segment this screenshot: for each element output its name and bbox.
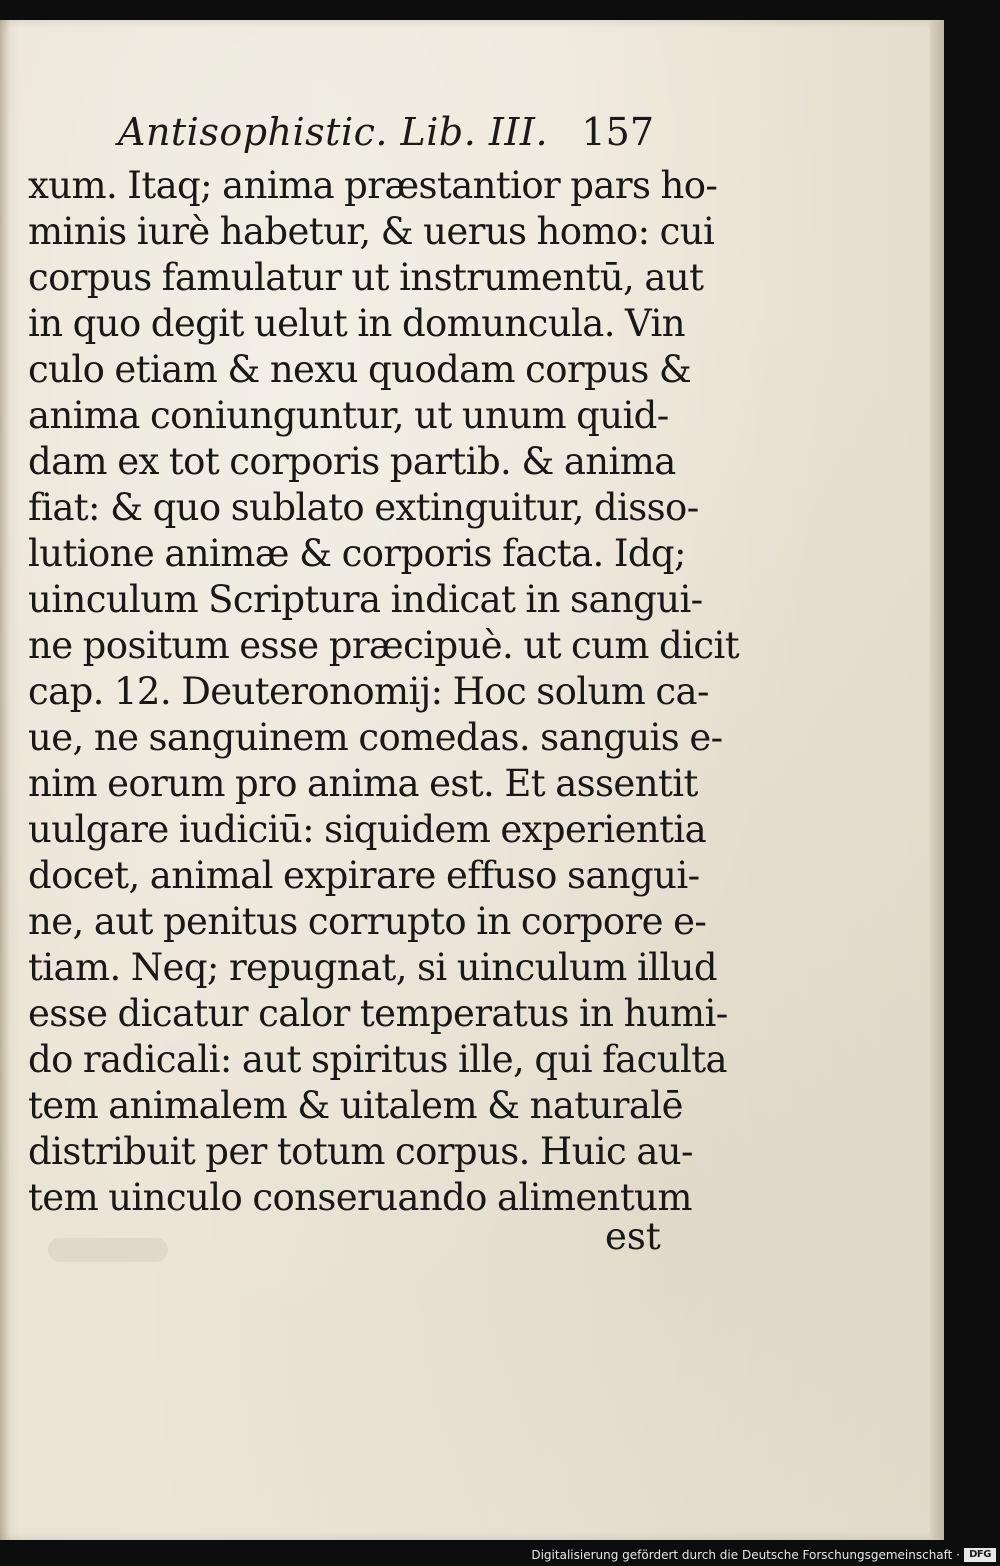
text-line: dam ex tot corporis partib. & anima	[28, 440, 676, 483]
text-line: cap. 12. Deuteronomij: Hoc solum ca-	[28, 670, 709, 713]
dfg-logo-icon: DFG	[964, 1548, 996, 1562]
digitization-credit: Digitalisierung gefördert durch die Deutsche Forschungsgemeinschaft ·	[531, 1548, 960, 1562]
text-line: in quo degit uelut in domuncula. Vin	[28, 302, 685, 345]
page-number: 157	[581, 110, 654, 154]
text-line: ue, ne sanguinem comedas. sanguis e-	[28, 716, 723, 759]
body-text	[28, 163, 739, 1221]
text-line: distribuit per totum corpus. Huic au-	[28, 1130, 693, 1173]
gutter-shadow	[0, 20, 10, 1540]
text-line: minis iurè habetur, & uerus homo: cui	[28, 210, 715, 253]
text-line: nim eorum pro anima est. Et assentit	[28, 762, 698, 805]
catchword: est	[605, 1215, 661, 1258]
text-line: ne positum esse præcipuè. ut cum dicit	[28, 624, 739, 667]
text-line: fiat: & quo sublato extinguitur, disso-	[28, 486, 699, 529]
text-line: tiam. Neq; repugnat, si uinculum illud	[28, 946, 717, 989]
text-line: anima coniunguntur, ut unum quid-	[28, 394, 669, 437]
text-line: corpus famulatur ut instrumentū, aut	[28, 256, 704, 299]
running-title: Antisophistic. Lib. III.	[118, 110, 549, 154]
text-line: tem uinculo conseruando alimentum	[28, 1176, 692, 1219]
text-line: culo etiam & nexu quodam corpus &	[28, 348, 692, 391]
running-head	[118, 110, 654, 160]
text-line: lutione animæ & corporis facta. Idq;	[28, 532, 686, 575]
page-edge	[930, 20, 944, 1540]
text-line: docet, animal expirare effuso sangui-	[28, 854, 700, 897]
text-line: do radicali: aut spiritus ille, qui faculta	[28, 1038, 727, 1081]
paper-stain	[48, 1238, 168, 1262]
text-line: uulgare iudiciū: siquidem experientia	[28, 808, 707, 851]
text-line: xum. Itaq; anima præstantior pars ho-	[28, 164, 718, 207]
text-line: tem animalem & uitalem & naturalē	[28, 1084, 683, 1127]
text-line: ne, aut penitus corrupto in corpore e-	[28, 900, 707, 943]
text-line: uinculum Scriptura indicat in sangui-	[28, 578, 703, 621]
text-line: esse dicatur calor temperatus in humi-	[28, 992, 728, 1035]
